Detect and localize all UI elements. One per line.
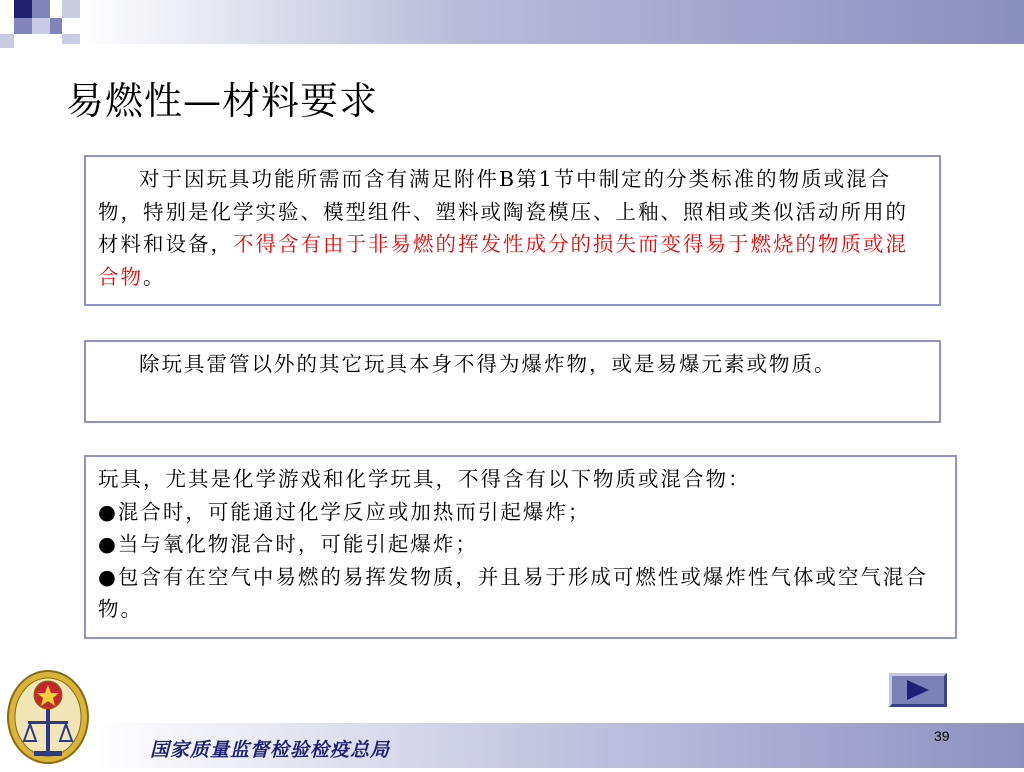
play-next-icon [905,679,931,701]
list-intro: 玩具，尤其是化学游戏和化学玩具，不得含有以下物质或混合物： [98,467,751,491]
paragraph-text: 对于因玩具功能所需而含有满足附件B第1节中制定的分类标准的物质或混合物，特别是化学实验、模型组件、塑料或陶瓷模压、上釉、照相或类似活动所用的材料和设备， [98,167,908,256]
footer-organization: 国家质量监督检验检疫总局 [150,739,391,761]
decor-square [14,18,32,34]
decor-square [32,0,50,18]
requirement-box-1 [84,155,941,306]
highlighted-text: 不得含有由于非易燃的挥发性成分的损失而变得易于燃烧的物质或混合物 [98,232,908,289]
slide-title: 易燃性—材料要求 [66,79,379,123]
top-gradient-bar [80,0,1024,44]
decor-square [50,18,62,34]
list-item: ●当与氧化物混合时，可能引起爆炸； [98,532,478,556]
decor-square [14,0,32,18]
list-item: ●包含有在空气中易燃的易挥发物质，并且易于形成可燃性或爆炸性气体或空气混合物。 [98,564,928,621]
requirement-box-3 [84,455,957,639]
decor-square [0,34,14,48]
page-number: 39 [934,728,950,744]
decor-square [32,18,50,34]
requirement-paragraph [98,163,929,293]
national-emblem-icon [0,663,96,768]
requirement-box-2 [84,340,941,423]
next-slide-button[interactable] [889,673,947,707]
paragraph-end: 。 [143,264,166,289]
requirement-paragraph: 除玩具雷管以外的其它玩具本身不得为爆炸物，或是易爆元素或物质。 [139,352,837,376]
list-item: ●混合时，可能通过化学反应或加热而引起爆炸； [98,499,591,524]
decor-square [62,34,80,44]
decor-square [62,0,80,18]
